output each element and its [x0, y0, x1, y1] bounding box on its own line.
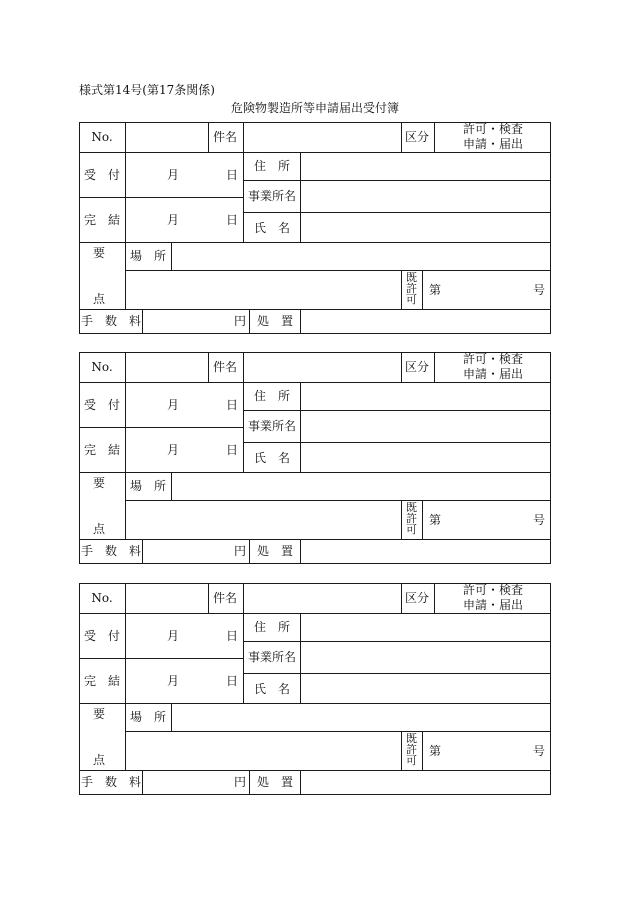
- rule-party-label: [300, 152, 301, 242]
- category-options: [436, 583, 550, 613]
- case-name-field[interactable]: [245, 585, 400, 612]
- case-name-label: 件名: [212, 591, 238, 605]
- register-entry: [79, 352, 551, 564]
- disposition-field[interactable]: [303, 311, 549, 332]
- location-label: 場 所: [129, 249, 167, 263]
- existing-permit-label: 既 許 可: [406, 271, 417, 306]
- rule-no: [125, 583, 126, 613]
- permit-number-field[interactable]: [429, 283, 545, 297]
- category-label: 区分: [404, 591, 430, 605]
- rule-row1: [79, 382, 551, 383]
- rule-disposition-label: [300, 309, 301, 334]
- rule-office: [243, 673, 551, 674]
- completed-day-label: 日: [225, 443, 239, 457]
- rule-disposition-label: [300, 770, 301, 795]
- no-field[interactable]: [127, 124, 207, 151]
- location-label: 場 所: [129, 710, 167, 724]
- form-reference: 様式第14号(第17条関係): [79, 83, 215, 97]
- rule-summary: [79, 309, 551, 310]
- register-entry: [79, 583, 551, 795]
- completed-month-label: 月: [166, 674, 180, 688]
- permit-number-field[interactable]: [429, 513, 545, 527]
- rule-summary: [79, 770, 551, 771]
- completed-date-field[interactable]: [127, 660, 241, 702]
- permit-number-prefix: 第: [429, 283, 442, 297]
- disposition-field[interactable]: [303, 772, 549, 793]
- summary-label-top: 要: [92, 707, 106, 721]
- fee-field[interactable]: [145, 311, 235, 332]
- received-label: 受 付: [83, 629, 121, 643]
- permit-number-suffix: 号: [532, 513, 545, 527]
- received-day-label: 日: [225, 168, 239, 182]
- rule-permit-right: [422, 270, 423, 309]
- summary-field[interactable]: [127, 733, 399, 769]
- rule-right: [550, 583, 551, 795]
- completed-month-label: 月: [166, 443, 180, 457]
- rule-left: [79, 122, 80, 334]
- summary-label-bottom: 点: [92, 753, 106, 767]
- location-field[interactable]: [174, 244, 548, 269]
- location-label: 場 所: [129, 479, 167, 493]
- rule-summary-label: [125, 472, 126, 539]
- rule-no: [125, 122, 126, 152]
- rule-fee-label: [142, 770, 143, 795]
- rule-row1: [79, 152, 551, 153]
- received-day-label: 日: [225, 398, 239, 412]
- rule-summary-label: [125, 703, 126, 770]
- address-label: 住 所: [253, 159, 291, 173]
- rule-category: [434, 352, 435, 382]
- received-date-field[interactable]: [127, 615, 241, 657]
- rule-address: [243, 180, 551, 181]
- rule-no-value: [208, 122, 209, 152]
- completed-day-label: 日: [225, 213, 239, 227]
- permit-number-suffix: 号: [532, 283, 545, 297]
- case-name-label: 件名: [212, 360, 238, 374]
- rule-office: [243, 442, 551, 443]
- rule-fee-label: [142, 309, 143, 334]
- completed-date-field[interactable]: [127, 199, 241, 241]
- received-label: 受 付: [83, 398, 121, 412]
- rule-case-value: [401, 122, 402, 152]
- rule-received: [79, 427, 243, 428]
- received-label: 受 付: [83, 168, 121, 182]
- name-field[interactable]: [303, 214, 549, 241]
- category-option-application-notice[interactable]: 申請・届出: [462, 367, 523, 381]
- summary-field[interactable]: [127, 272, 399, 308]
- category-options: [436, 122, 550, 152]
- rule-fee-value: [249, 309, 250, 334]
- no-field[interactable]: [127, 585, 207, 612]
- fee-label: 手 数 料: [80, 775, 142, 789]
- summary-label-bottom: 点: [92, 292, 106, 306]
- rule-case-name: [243, 583, 244, 703]
- rule-name: [79, 703, 551, 704]
- rule-received: [79, 658, 243, 659]
- rule-location-label: [171, 242, 172, 270]
- case-name-label: 件名: [212, 130, 238, 144]
- rule-category: [434, 122, 435, 152]
- category-option-permit-inspection[interactable]: 許可・検査: [462, 122, 523, 136]
- rule-right: [550, 122, 551, 334]
- name-label: 氏 名: [253, 221, 291, 235]
- permit-number-prefix: 第: [429, 744, 442, 758]
- rule-left: [79, 352, 80, 564]
- summary-label-top: 要: [92, 476, 106, 490]
- category-options: [436, 352, 550, 382]
- rule-office: [243, 212, 551, 213]
- rule-location: [125, 270, 551, 271]
- rule-location: [125, 731, 551, 732]
- received-date-field[interactable]: [127, 154, 241, 196]
- rule-party-label: [300, 613, 301, 703]
- address-label: 住 所: [253, 389, 291, 403]
- completed-date-field[interactable]: [127, 429, 241, 471]
- rule-left: [79, 583, 80, 795]
- rule-bottom: [79, 333, 551, 334]
- rule-received: [79, 197, 243, 198]
- received-month-label: 月: [166, 168, 180, 182]
- completed-month-label: 月: [166, 213, 180, 227]
- summary-label-bottom: 点: [92, 522, 106, 536]
- completed-day-label: 日: [225, 674, 239, 688]
- fee-label: 手 数 料: [80, 544, 142, 558]
- office-name-label: 事業所名: [247, 419, 297, 433]
- completed-label: 完 結: [83, 674, 121, 688]
- fee-label: 手 数 料: [80, 314, 142, 328]
- rule-party-label: [300, 382, 301, 472]
- rule-disposition-label: [300, 539, 301, 564]
- received-day-label: 日: [225, 629, 239, 643]
- yen-label: 円: [233, 314, 247, 328]
- case-name-field[interactable]: [245, 124, 400, 151]
- office-name-label: 事業所名: [247, 189, 297, 203]
- rule-bottom: [79, 794, 551, 795]
- document-title: 危険物製造所等申請届出受付簿: [230, 101, 399, 115]
- rule-summary: [79, 539, 551, 540]
- office-name-field[interactable]: [303, 412, 549, 441]
- permit-number-prefix: 第: [429, 513, 442, 527]
- office-name-field[interactable]: [303, 182, 549, 211]
- rule-fee-value: [249, 770, 250, 795]
- yen-label: 円: [233, 544, 247, 558]
- summary-field[interactable]: [127, 502, 399, 538]
- completed-label: 完 結: [83, 443, 121, 457]
- disposition-field[interactable]: [303, 541, 549, 562]
- rule-date-label: [125, 382, 126, 472]
- office-name-field[interactable]: [303, 643, 549, 672]
- completed-label: 完 結: [83, 213, 121, 227]
- existing-permit-label: 既 許 可: [406, 732, 417, 767]
- rule-row1: [79, 613, 551, 614]
- name-label: 氏 名: [253, 682, 291, 696]
- category-option-permit-inspection[interactable]: 許可・検査: [462, 352, 523, 366]
- no-field[interactable]: [127, 354, 207, 381]
- disposition-label: 処 置: [256, 314, 294, 328]
- rule-name: [79, 242, 551, 243]
- rule-permit-right: [422, 731, 423, 770]
- received-month-label: 月: [166, 629, 180, 643]
- permit-number-suffix: 号: [532, 744, 545, 758]
- rule-address: [243, 410, 551, 411]
- category-option-permit-inspection[interactable]: 許可・検査: [462, 583, 523, 597]
- category-label: 区分: [404, 360, 430, 374]
- rule-location-label: [171, 472, 172, 500]
- permit-number-field[interactable]: [429, 744, 545, 758]
- category-option-application-notice[interactable]: 申請・届出: [462, 137, 523, 151]
- rule-fee-label: [142, 539, 143, 564]
- no-label: No.: [91, 130, 113, 144]
- rule-no-value: [208, 352, 209, 382]
- rule-no: [125, 352, 126, 382]
- rule-case-name: [243, 352, 244, 472]
- rule-summary-label: [125, 242, 126, 309]
- rule-bottom: [79, 563, 551, 564]
- fee-field[interactable]: [145, 541, 235, 562]
- rule-category: [434, 583, 435, 613]
- rule-right: [550, 352, 551, 564]
- rule-case-name: [243, 122, 244, 242]
- address-field[interactable]: [303, 615, 549, 640]
- rule-case-value: [401, 352, 402, 382]
- rule-fee-value: [249, 539, 250, 564]
- name-label: 氏 名: [253, 451, 291, 465]
- rule-date-label: [125, 613, 126, 703]
- rule-name: [79, 472, 551, 473]
- rule-no-value: [208, 583, 209, 613]
- summary-label-top: 要: [92, 246, 106, 260]
- existing-permit-label: 既 許 可: [406, 501, 417, 536]
- location-field[interactable]: [174, 705, 548, 730]
- received-month-label: 月: [166, 398, 180, 412]
- no-label: No.: [91, 360, 113, 374]
- yen-label: 円: [233, 775, 247, 789]
- rule-case-value: [401, 583, 402, 613]
- category-option-application-notice[interactable]: 申請・届出: [462, 598, 523, 612]
- disposition-label: 処 置: [256, 775, 294, 789]
- register-entry: [79, 122, 551, 334]
- received-date-field[interactable]: [127, 384, 241, 426]
- rule-location: [125, 500, 551, 501]
- no-label: No.: [91, 591, 113, 605]
- rule-date-label: [125, 152, 126, 242]
- case-name-field[interactable]: [245, 354, 400, 381]
- address-label: 住 所: [253, 620, 291, 634]
- fee-field[interactable]: [145, 772, 235, 793]
- office-name-label: 事業所名: [247, 650, 297, 664]
- name-field[interactable]: [303, 675, 549, 702]
- category-label: 区分: [404, 130, 430, 144]
- address-field[interactable]: [303, 384, 549, 409]
- rule-location-label: [171, 703, 172, 731]
- name-field[interactable]: [303, 444, 549, 471]
- address-field[interactable]: [303, 154, 549, 179]
- location-field[interactable]: [174, 474, 548, 499]
- rule-permit-right: [422, 500, 423, 539]
- disposition-label: 処 置: [256, 544, 294, 558]
- rule-address: [243, 641, 551, 642]
